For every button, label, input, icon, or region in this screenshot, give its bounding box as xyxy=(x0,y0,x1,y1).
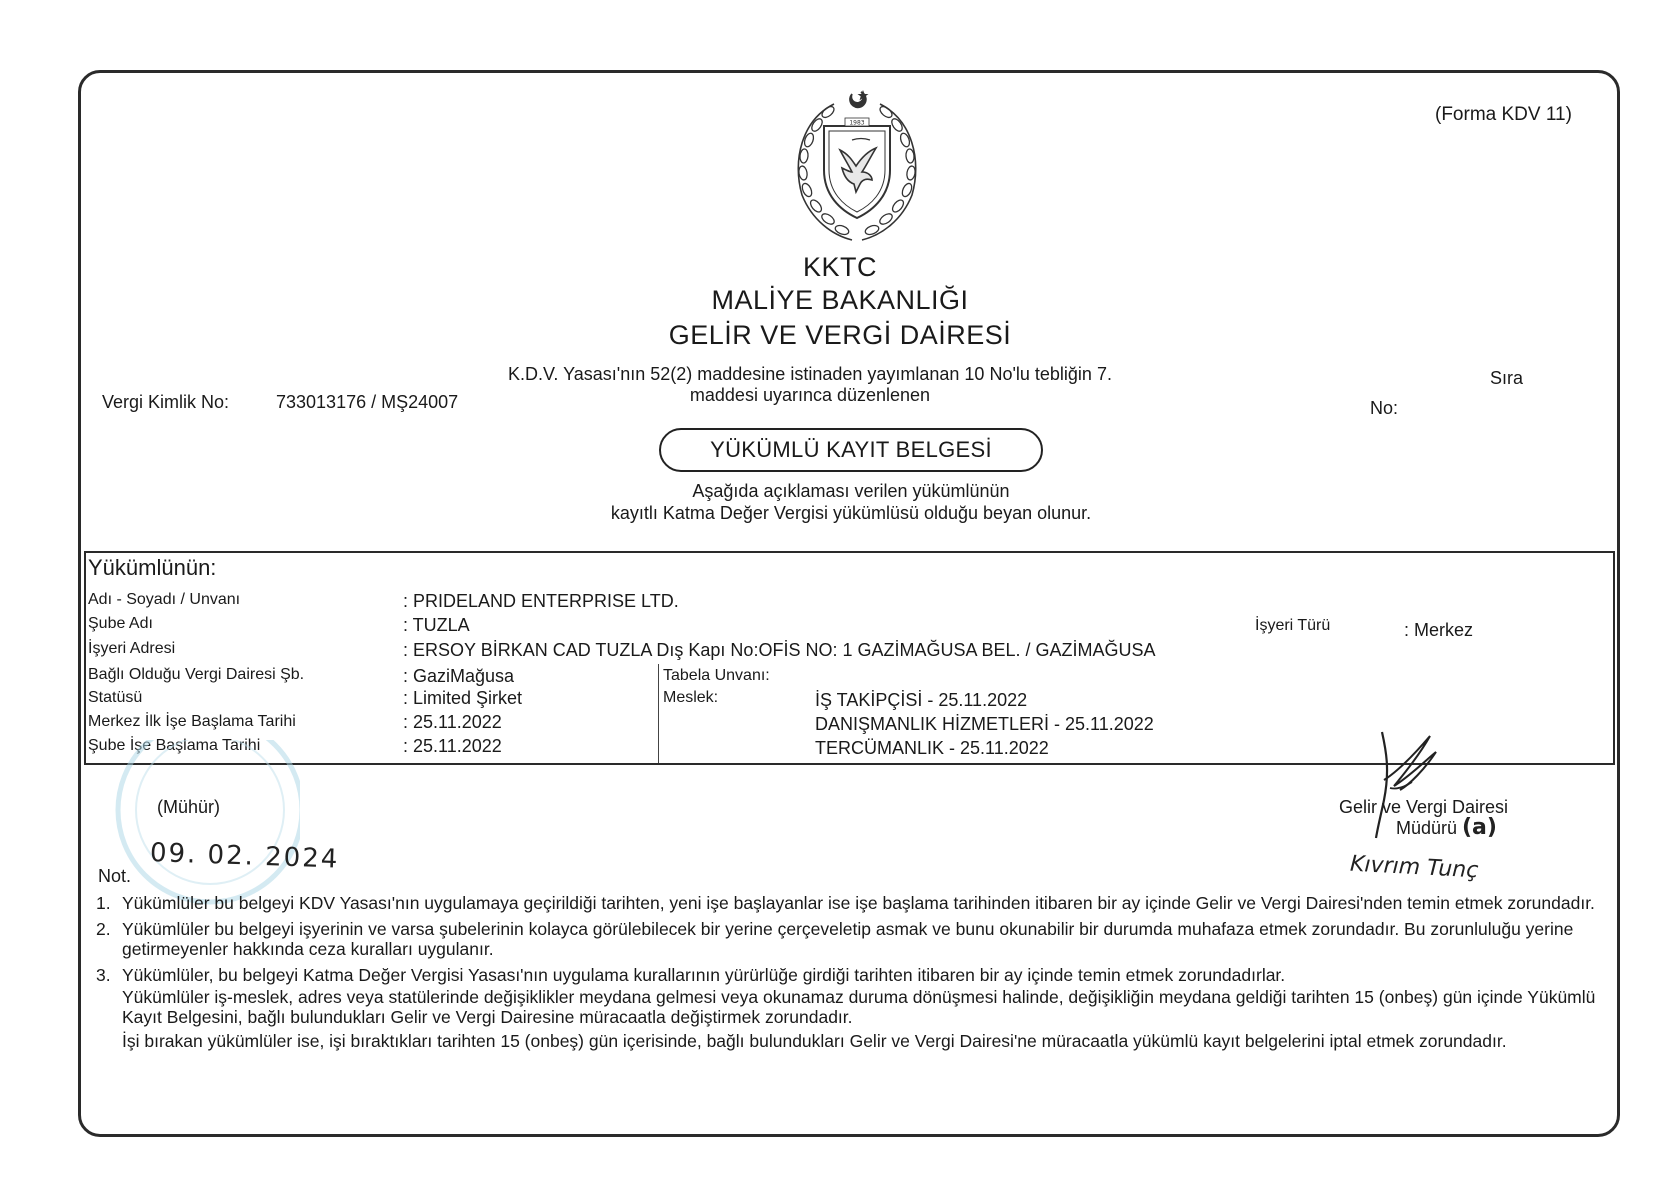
note-text: İşi bırakan yükümlüler ise, işi bıraktıkları tarihten 15 (onbeş) gün içerisinde, bağlı bulundukları Gelir ve Vergi Dairesi'ne müracaatla yükümlü kayıt belgelerini iptal etmek zorundadır. xyxy=(122,1031,1507,1051)
status-label: Statüsü xyxy=(88,689,143,706)
law-reference-line1: K.D.V. Yasası'nın 52(2) maddesine istinaden yayımlanan 10 No'lu tebliğin 7. xyxy=(508,364,1112,384)
form-code: (Forma KDV 11) xyxy=(1435,104,1572,125)
law-reference-line2: maddesi uyarınca düzenlenen xyxy=(689,385,931,405)
official-suffix: (a) xyxy=(1462,815,1497,840)
hq-start-label: Merkez İlk İşe Başlama Tarihi xyxy=(88,713,296,730)
taxpayer-heading: Yükümlünün: xyxy=(88,555,217,580)
notes-list xyxy=(96,893,1596,1054)
note-text: Yükümlüler iş-meslek, adres veya statülerinde değişiklikler meydana gelmesi veya okunamaz duruma dönüşmesi halinde, değişikliğin meydana geldiği tarihten 15 (onbeş) gün içinde Yükümlü Kayıt Belgesini, bağlı bulundukları Gelir ve Vergi Dairesine müracaatla değiştirmek zorundadır. xyxy=(122,987,1596,1027)
header-line-ministry: MALİYE BAKANLIĞI xyxy=(711,285,969,315)
address-label: İşyeri Adresi xyxy=(88,640,176,657)
hq-start-value: : 25.11.2022 xyxy=(403,712,502,732)
tax-office-label: Bağlı Olduğu Vergi Dairesi Şb. xyxy=(88,666,305,683)
sira-label: Sıra xyxy=(1490,368,1524,388)
header-line-department: GELİR VE VERGİ DAİRESİ xyxy=(668,320,1012,350)
address-value: : ERSOY BİRKAN CAD TUZLA Dış Kapı No:OFİS NO: 1 GAZİMAĞUSA BEL. / GAZİMAĞUSA xyxy=(403,640,1156,660)
profession-item: TERCÜMANLIK - 25.11.2022 xyxy=(815,738,1049,758)
sign-name-label: Tabela Unvanı: xyxy=(663,667,770,684)
tax-id-label: Vergi Kimlik No: xyxy=(102,392,230,412)
status-value: : Limited Şirket xyxy=(403,688,523,708)
emblem-year: 1983 xyxy=(849,119,865,127)
note-text: Yükümlüler bu belgeyi işyerinin ve varsa şubelerinin kolayca görülebilecek bir yerine çerçeveletip asmak ve bunu okunabilir bir durumda muhafaza etmek zorundadır. Bu zorunluluğu yerine getirmeyenler hakkında ceza kuralları uygulanır. xyxy=(122,919,1574,959)
info-divider xyxy=(658,664,659,763)
certificate-title: YÜKÜMLÜ KAYIT BELGESİ xyxy=(659,428,1043,472)
official-title-line2: Müdürü xyxy=(1396,818,1458,838)
name-label: Adı - Soyadı / Unvanı xyxy=(88,591,241,608)
declaration-line2: kayıtlı Katma Değer Vergisi yükümlüsü olduğu beyan olunur. xyxy=(610,503,1092,523)
name-value: : PRIDELAND ENTERPRISE LTD. xyxy=(403,591,679,611)
note-number: 3. xyxy=(96,965,111,985)
tax-id-value: 733013176 / MŞ24007 xyxy=(276,392,459,412)
workplace-type-value: : Merkez xyxy=(1404,620,1474,640)
note-text: Yükümlüler bu belgeyi KDV Yasası'nın uygulamaya geçirildiği tarihten, yeni işe başlayanlar ise işe başlama tarihinden itibaren bir ay içinde Gelir ve Vergi Dairesi'nden temin etmek zorundadır. xyxy=(122,893,1595,913)
workplace-type-label: İşyeri Türü xyxy=(1255,617,1331,634)
note-number: 1. xyxy=(96,893,111,913)
list-item xyxy=(96,893,1596,913)
header-line-kktc: KKTC xyxy=(802,252,877,282)
note-number: 2. xyxy=(96,919,111,939)
profession-item: DANIŞMANLIK HİZMETLERİ - 25.11.2022 xyxy=(815,714,1154,734)
handwritten-date: 09. 02. 2024 xyxy=(149,838,340,875)
profession-item: İŞ TAKİPÇİSİ - 25.11.2022 xyxy=(815,690,1028,710)
profession-label: Meslek: xyxy=(663,689,719,706)
sira-no-label: No: xyxy=(1370,398,1399,418)
declaration-line1: Aşağıda açıklaması verilen yükümlünün xyxy=(692,481,1010,501)
branch-start-value: : 25.11.2022 xyxy=(403,736,502,756)
notes-heading: Not. xyxy=(98,866,132,886)
law-reference xyxy=(508,364,1112,406)
tax-office-value: : GaziMağusa xyxy=(403,666,515,686)
list-item xyxy=(96,919,1596,959)
official-handwritten-name: Kıvrım Tunç xyxy=(1349,851,1479,884)
note-text: Yükümlüler, bu belgeyi Katma Değer Vergisi Yasası'nın uygulama kurallarının yürürlüğe girdiği tarihten itibaren bir ay içinde temin etmek zorundadırlar. xyxy=(122,965,1286,985)
branch-label: Şube Adı xyxy=(88,615,153,632)
official-title-line1: Gelir ve Vergi Dairesi xyxy=(1339,797,1509,817)
list-item xyxy=(96,965,1596,1051)
seal-label: (Mühür) xyxy=(157,797,221,817)
kktc-coat-of-arms-icon xyxy=(772,80,942,250)
branch-start-label: Şube İşe Başlama Tarihi xyxy=(88,737,261,754)
branch-value: : TUZLA xyxy=(403,615,470,635)
